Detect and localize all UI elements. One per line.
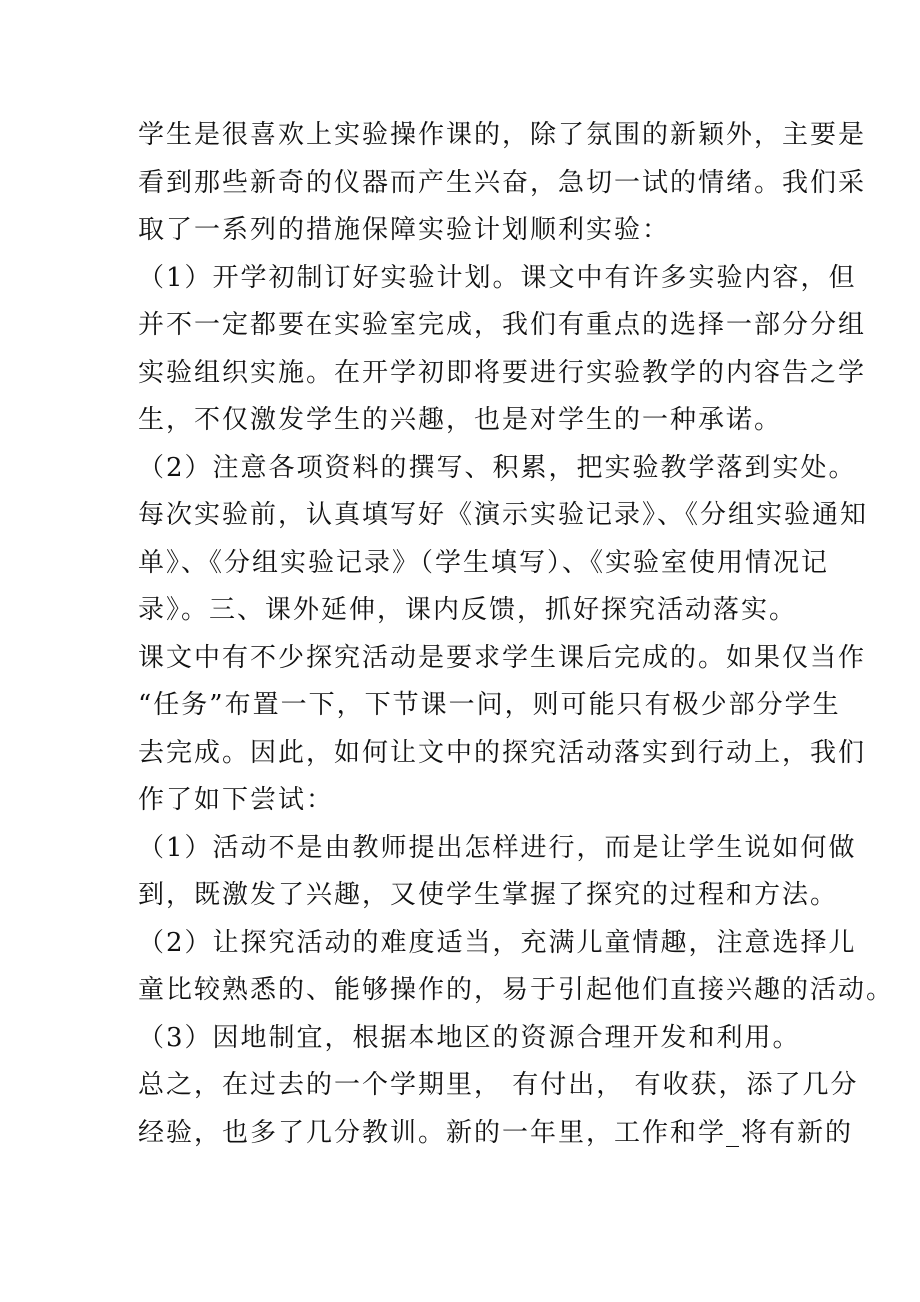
text-line-7: 生，不仅激发学生的兴趣，也是对学生的一种承诺。 bbox=[138, 405, 783, 435]
text-line-13: “任务”布置一下，下节课一问，则可能只有极少部分学生 bbox=[138, 690, 841, 720]
text-line-10: 单》、《分组实验记录》（学生填写）、《实验室使用情况记 bbox=[138, 547, 830, 578]
text-line-20: （3）因地制宜，根据本地区的资源合理开发和利用。 bbox=[138, 1022, 801, 1053]
body-text bbox=[138, 112, 895, 1157]
text-line-5: 并不一定都要在实验室完成，我们有重点的选择一部分分组 bbox=[138, 310, 867, 340]
text-line-1: 学生是很喜欢上实验操作课的，除了氛围的新颖外，主要是 bbox=[138, 120, 867, 150]
text-line-22: 经验，也多了几分教训。新的一年里，工作和学_将有新的 bbox=[138, 1117, 854, 1148]
text-line-18: （2）让探究活动的难度适当，充满儿童情趣，注意选择儿 bbox=[138, 927, 857, 958]
text-line-6: 实验组织实施。在开学初即将要进行实验教学的内容告之学 bbox=[138, 357, 867, 388]
text-line-15: 作了如下尝试： bbox=[138, 785, 335, 815]
text-line-2: 看到那些新奇的仪器而产生兴奋，急切一试的情绪。我们采 bbox=[138, 167, 867, 198]
text-line-4: （1）开学初制订好实验计划。课文中有许多实验内容，但 bbox=[138, 262, 857, 293]
text-line-21: 总之，在过去的一个学期里， 有付出， 有收获，添了几分 bbox=[138, 1070, 859, 1100]
text-line-9: 每次实验前，认真填写好《演示实验记录》、《分组实验通知 bbox=[138, 500, 869, 530]
text-line-16: （1）活动不是由教师提出怎样进行，而是让学生说如何做 bbox=[138, 832, 857, 863]
text-line-11: 录》。三、课外延伸，课内反馈，抓好探究活动落实。 bbox=[138, 595, 798, 625]
text-line-19: 童比较熟悉的、能够操作的，易于引起他们直接兴趣的活动。 bbox=[138, 975, 895, 1005]
text-line-14: 去完成。因此，如何让文中的探究活动落实到行动上，我们 bbox=[138, 737, 867, 768]
text-line-8: （2）注意各项资料的撰写、积累，把实验教学落到实处。 bbox=[138, 452, 857, 483]
text-line-3: 取了一系列的措施保障实验计划顺利实验： bbox=[138, 215, 671, 245]
text-line-12: 课文中有不少探究活动是要求学生课后完成的。如果仅当作 bbox=[138, 642, 867, 673]
text-line-17: 到，既激发了兴趣，又使学生掌握了探究的过程和方法。 bbox=[138, 880, 839, 910]
